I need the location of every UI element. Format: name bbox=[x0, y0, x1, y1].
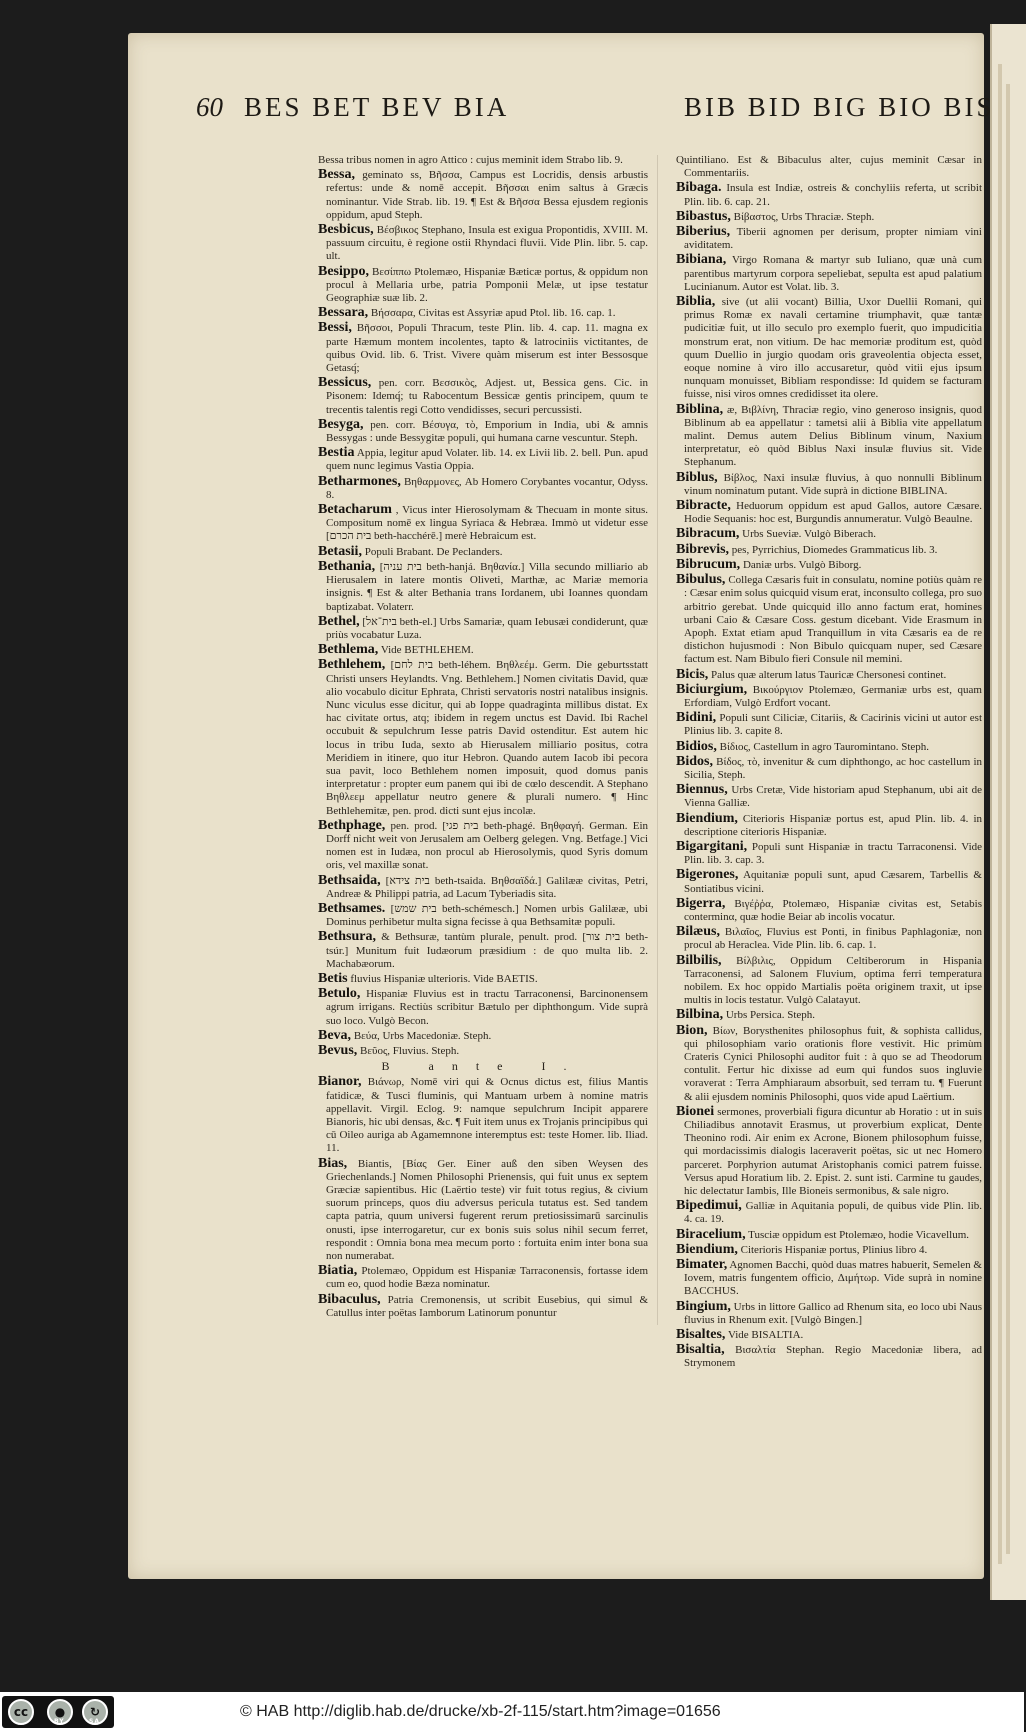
running-head bbox=[0, 92, 1024, 132]
entry-headword: Besippo, bbox=[318, 263, 369, 279]
dictionary-entry bbox=[676, 840, 982, 867]
column-divider bbox=[657, 155, 658, 1325]
dictionary-entry bbox=[318, 1157, 648, 1264]
entry-text: Populi sunt Ciliciæ, Citariis, & Cacirinis vicini ut autor est Plinius lib. 3. capite 8. bbox=[684, 712, 982, 738]
entry-text: pen. prod. [בית פגי beth-phagé. Βηθφαγή. German. Ein Dorff nicht weit von Jerusalem am Oelberg gelegen. Vng. Betfage.] Vici nomen est in Iudæa, non procul ab Hierosolymis, quod Syris domum oris, vel maxillæ sonat. bbox=[326, 819, 649, 872]
dictionary-entry bbox=[676, 1228, 982, 1242]
entry-headword: Bisaltia, bbox=[676, 1342, 725, 1358]
entry-text: Βίβαστος, Urbs Thraciæ. Steph. bbox=[733, 210, 875, 223]
entry-headword: Bigerones, bbox=[676, 867, 739, 883]
entry-headword: Bingium, bbox=[676, 1298, 731, 1314]
license-by-label: BY bbox=[54, 1718, 65, 1725]
entry-text: Ptolemæo, Oppidum est Hispaniæ Tarraconensis, fortasse idem cum eo, quod hodie Bæza nominatur. bbox=[326, 1265, 649, 1291]
entry-text: Βίδος, τὸ, invenitur & cum diphthongo, ac hoc castellum in Sicilia, Steph. bbox=[684, 755, 982, 781]
right-column bbox=[676, 154, 983, 1370]
attribution-icon: ● bbox=[47, 1699, 73, 1725]
dictionary-entry bbox=[318, 972, 648, 986]
entry-text: Citerioris Hispaniæ portus est, apud Plin. lib. 4. in descriptione citerioris Hispaniæ. bbox=[684, 812, 983, 838]
dictionary-entry bbox=[318, 475, 648, 502]
entry-headword: Bilæus, bbox=[676, 924, 720, 940]
entry-headword: Bibiana, bbox=[676, 252, 727, 268]
entry-headword: Biciurgium, bbox=[676, 681, 748, 697]
entry-text: æ, Βιβλίνη, Thraciæ regio, vino generoso insignis, quod Biblinum ab ea appellatur : tametsi alii à Biblia vite appellatum malint. Demus autem Delius Biblinum vinum, Naxium interpretatur, eò quòd Biblus Naxi insulæ fluvius sit. Vide Stephanum. bbox=[684, 403, 983, 469]
dictionary-entry bbox=[318, 1029, 648, 1043]
entry-headword: Bigerra, bbox=[676, 895, 726, 911]
dictionary-entry bbox=[676, 1243, 982, 1257]
dictionary-entry bbox=[676, 1008, 982, 1022]
entry-headword: Biatia, bbox=[318, 1263, 358, 1279]
dictionary-entry bbox=[676, 154, 982, 180]
entry-text: Urbs in littore Gallico ad Rhenum sita, eo loco ubi Naus fluvius in Rhenum exit. [Vulgò Bingen.] bbox=[684, 1300, 982, 1326]
entry-headword: Bicis, bbox=[676, 666, 709, 682]
dictionary-entry bbox=[318, 1075, 648, 1155]
dictionary-entry bbox=[318, 1264, 648, 1291]
entry-headword: Betharmones, bbox=[318, 473, 401, 489]
footer-bar bbox=[0, 1692, 1024, 1732]
entry-text: Bessa tribus nomen in agro Attico : cujus meminit idem Strabo lib. 9. bbox=[318, 154, 623, 166]
entry-text: Βηθαρμονες, Ab Homero Corybantes vocantur, Odyss. 8. bbox=[326, 475, 648, 501]
entry-headword: Biracelium, bbox=[676, 1226, 746, 1242]
entry-text: sive (ut alii vocant) Billia, Uxor Duellii Romani, qui primus Romæ ex navali certamine triumphavit, quæ tantæ pudicitiæ fuit, ut illo seculo pro exemplo fuerit, quo impudicitia monstrum erat, non vitium. De hac memoriæ proditum est, quòd quum Duellio in jurgio quodam oris graveolentia objecta esset, eoque nomine à viro illo accusaretur, quòd vitii ejus ipsum nunquam monuisset, Bibliam respondisse: Id quidem se facturam fuisse, nisi viros omnes credidisset ita olere. bbox=[684, 296, 983, 401]
entry-text: Βιγέῤῥα, Ptolemæo, Hispaniæ civitas est, Setabis conterminα, quæ hodie Beiar ab incolis vocatur. bbox=[684, 897, 982, 923]
entry-text: Tiberii agnomen per derisum, propter nimiam vini aviditatem. bbox=[684, 226, 982, 252]
entry-headword: Betasii, bbox=[318, 543, 362, 559]
entry-headword: Bilbina, bbox=[676, 1007, 724, 1023]
left-column bbox=[318, 154, 648, 1324]
dictionary-entry bbox=[318, 376, 648, 417]
dictionary-entry bbox=[318, 874, 648, 901]
entry-text: Insula est Indiæ, ostreis & conchyliis referta, ut scribit Plin. lib. 6. cap. 21. bbox=[684, 182, 982, 208]
entry-headword: Bibrucum, bbox=[676, 556, 741, 572]
entry-headword: Biendium, bbox=[676, 810, 738, 826]
dictionary-entry bbox=[318, 168, 648, 222]
dictionary-entry bbox=[318, 902, 648, 929]
entry-headword: Bibracte, bbox=[676, 498, 731, 514]
entry-text: Biantis, [Βίας Ger. Einer auß den siben Weysen des Griechenlands.] Nomen Philosophi Prienensis, qui fuit unus ex septem Græciæ sapientibus. Hic (Laërtio teste) vir fuit totus regius, & civium suorum princeps, quos diu adversus pericula tutatus est. Sed tandem capta patria, quum universi fugerent rerum pretiosissimarū sarcinulis onusti, ipse interrogaretur, cur ex bonis suis solus nihil secum ferret, respondit : Omnia bona mea mecum porto : fortuita enim inter bona sua non numerabat. bbox=[326, 1157, 649, 1263]
entry-text: Collega Cæsaris fuit in consulatu, nomine potiùs quàm re : Cæsar enim solus quicquid visum erat, inconsulto collega, pro suo arbitrio gerebat. Unde quicquid illo anno factum erat, homines urbani Caio & Cæsare Coss. gestum dicebant. Vide Erasmum in Apoph. Extat etiam apud Tranquillum in vita Cæsaris ea de re distichon hujusmodi : Non Bibulo quicquam nuper, sed Cæsare factum est. Nam Bibulo fieri Consule nil memini. bbox=[684, 574, 983, 666]
dictionary-entry bbox=[676, 1328, 982, 1342]
entry-text: Heduorum oppidum est apud Gallos, autore Cæsare. Hodie Sequanis: hoc est, Burgundis annumeratur. Vulgò Beaulne. bbox=[684, 500, 982, 526]
entry-text: sermones, proverbiali figura dicuntur ab Horatio : ut in suis Chiliadibus annotavit Erasmus, ut proverbium explicat, Dente Theonino rodi. Air enim ex Acrone, Bionem philosophum fuisse, qui mordacissimis dialogis laceraverit poëtas, sic ut nec Homero parceret. Porphyrion autumat Aristophanis comici patrem fuisse. Versus apud Horatium lib. 2. Epist. 2. sunt isti. Carmine tu gaudes, hic delectatur Iambis, Ille Bioneis sermonibus, & sale nigro. bbox=[684, 1105, 983, 1198]
dictionary-entry bbox=[318, 265, 648, 306]
entry-text: [בית צידא beth-tsaida. Βηθσαϊδά.] Galilææ civitas, Petri, Andreæ & Philippi patria, ad Lacum Tyberiadis sita. bbox=[326, 874, 648, 900]
dictionary-entry bbox=[676, 210, 982, 224]
dictionary-entry bbox=[676, 868, 982, 895]
dictionary-entry bbox=[676, 755, 982, 782]
dictionary-entry bbox=[676, 558, 982, 572]
dictionary-entry bbox=[676, 1300, 982, 1327]
entry-headword: Bessicus, bbox=[318, 375, 372, 391]
entry-headword: Bibaga. bbox=[676, 180, 722, 196]
entry-headword: Biendium, bbox=[676, 1241, 738, 1257]
entry-text: Aquitaniæ populi sunt, apud Cæsarem, Tarbellis & Sontiatibus vicini. bbox=[684, 869, 982, 895]
dictionary-entry bbox=[318, 446, 648, 473]
entry-text: Βίλβιλις, Oppidum Celtiberorum in Hispania Tarraconensi, ad Salonem Fluvium, optima ferri temperatura nobilem. Ex hoc oppido Martialis poëta originem traxit, ut ipse multis in locis testatur. Vulgò Calatayut. bbox=[684, 954, 983, 1007]
dictionary-entry bbox=[676, 1343, 982, 1370]
entry-headword: Bestia bbox=[318, 445, 355, 461]
entry-text: Vide BETHLEHEM. bbox=[380, 644, 474, 657]
entry-headword: Bionei bbox=[676, 1103, 715, 1119]
dictionary-entry bbox=[318, 503, 648, 544]
entry-text: B ante I. bbox=[381, 1059, 585, 1074]
entry-text: Βίων, Borysthenites philosophus fuit, & sophista callidus, qui philosophiam vario orationis flore vestivit. Hic primùm Crateris Cynici Philosophi auditor fuit : à quo se ad Theodorum contulit. Fertur hic dixisse ad eum qui fundos suos ingluvie voraverat : Terra Amphiaraum absorbuit, sed terram tu. ¶ Fuerunt & alii ejusdem nominis Philosophi, quos vide apud Laërtium. bbox=[684, 1024, 983, 1103]
entry-text: Populi sunt Hispaniæ in tractu Tarraconensi. Vide Plin. lib. 3. cap. 3. bbox=[684, 840, 983, 867]
entry-headword: Bessa, bbox=[318, 167, 355, 183]
entry-headword: Bidios, bbox=[676, 738, 717, 754]
section-heading bbox=[318, 1060, 648, 1073]
entry-text: Hispaniæ Fluvius est in tractu Tarraconensi, Barcinonensem agrum irrigans. Rectiùs scribitur Bætulo per diphthongum. Vide suprà suo loco. Vulgò Becon. bbox=[326, 988, 649, 1027]
entry-headword: Bias, bbox=[318, 1155, 348, 1171]
entry-text: Βέσβικος Stephano, Insula est exigua Propontidis, XVIII. M. passuum circuitu, è regione ostii Rhyndaci fluvii. Vide Plin. libr. 5. cap. ult. bbox=[326, 224, 649, 263]
entry-headword: Bibulus, bbox=[676, 572, 726, 588]
entry-headword: Bimater, bbox=[676, 1257, 728, 1273]
attribution-link[interactable]: © HAB http://diglib.hab.de/drucke/xb-2f-115/start.htm?image=01656 bbox=[240, 1703, 721, 1720]
entry-headword: Bethsames. bbox=[318, 900, 386, 916]
entry-text: Βικούργιον Ptolemæo, Germaniæ urbs est, quam Erfordiam, Vulgò Erdfort vocant. bbox=[684, 683, 982, 709]
entry-text: Appia, legitur apud Volater. lib. 14. ex Livii lib. 2. bell. Pun. apud quem nunc legimus Vastia Oppia. bbox=[326, 447, 648, 473]
entry-headword: Bevus, bbox=[318, 1043, 358, 1058]
right-running-head: BIB BID BIG BIO BIS bbox=[684, 92, 995, 122]
entry-text: Quintiliano. Est & Bibaculus alter, cujus meminit Cæsar in Commentariis. bbox=[676, 154, 982, 180]
entry-headword: Bessi, bbox=[318, 320, 352, 336]
entry-headword: Bidos, bbox=[676, 753, 713, 769]
entry-headword: Bidini, bbox=[676, 710, 717, 726]
entry-headword: Betulo, bbox=[318, 986, 361, 1002]
entry-text: , Vicus inter Hierosolymam & Thecuam in monte situs. Compositum nomē ex lingua Syriaca & Hebræa. Immò ut videtur esse [בית הכרם beth-hacchérē.] merè Hebraicum est. bbox=[326, 504, 649, 543]
dictionary-entry bbox=[676, 954, 982, 1008]
dictionary-entry bbox=[676, 897, 982, 924]
dictionary-entry bbox=[676, 1199, 982, 1226]
dictionary-entry bbox=[318, 545, 648, 559]
dictionary-entry bbox=[676, 295, 982, 402]
entry-headword: Bethsaida, bbox=[318, 872, 381, 888]
dictionary-entry bbox=[676, 527, 982, 541]
dictionary-entry bbox=[676, 543, 982, 557]
entry-headword: Besyga, bbox=[318, 416, 364, 432]
dictionary-entry bbox=[318, 819, 648, 873]
entry-headword: Besbicus, bbox=[318, 222, 374, 238]
entry-text: fluvius Hispaniæ ulterioris. Vide BAETIS. bbox=[350, 972, 538, 985]
entry-headword: Bibracum, bbox=[676, 526, 740, 542]
entry-headword: Bethlema, bbox=[318, 642, 379, 658]
entry-headword: Bethania, bbox=[318, 558, 376, 574]
entry-text: Vide BISALTIA. bbox=[727, 1329, 804, 1342]
dictionary-entry bbox=[676, 403, 982, 470]
share-alike-icon: ↻ bbox=[82, 1699, 108, 1725]
dictionary-entry bbox=[318, 154, 648, 167]
entry-text: pen. corr. Βέσυγα, τὸ, Emporium in India, ubi & amnis Bessygas : unde Bessygitæ populi, qui humana carne vescuntur. Steph. bbox=[326, 418, 648, 445]
entry-text: Βισαλτία Stephan. Regio Macedoniæ libera, ad Strymonem bbox=[684, 1344, 982, 1370]
entry-text: Tusciæ oppidum est Ptolemæo, hodie Vicavellum. bbox=[748, 1228, 970, 1241]
entry-text: Urbs Sueviæ. Vulgò Biberach. bbox=[742, 528, 877, 541]
dictionary-entry bbox=[318, 930, 648, 971]
entry-headword: Beva, bbox=[318, 1027, 352, 1043]
dictionary-entry bbox=[676, 783, 982, 810]
entry-text: Βεσίππω Ptolemæo, Hispaniæ Bæticæ portus, & oppidum non procul à Mellaria urbe, patria Pomponii Melæ, ut ipse testatur Geographiæ suæ lib. 2. bbox=[326, 265, 648, 305]
license-sa-label: SA bbox=[89, 1718, 100, 1725]
entry-headword: Bethlehem, bbox=[318, 657, 386, 673]
dictionary-entry bbox=[676, 668, 982, 682]
entry-headword: Bibrevis, bbox=[676, 541, 730, 557]
dictionary-entry bbox=[318, 1044, 648, 1058]
cc-license-badge[interactable] bbox=[2, 1696, 114, 1728]
entry-headword: Betis bbox=[318, 970, 348, 986]
dictionary-entry bbox=[676, 711, 982, 738]
entry-headword: Bibastus, bbox=[676, 208, 731, 224]
entry-text: Βεύα, Urbs Macedoniæ. Steph. bbox=[353, 1029, 492, 1042]
dictionary-entry bbox=[676, 1258, 982, 1299]
entry-text: [בית עניה beth-hanjá. Βηθανία.] Villa secundo milliario ab Hierusalem in latere montis Oliveti, Marthæ, ac Mariæ memoria insignis. ¶ Est & alter Bethania trans Iordanem, ubi Ioannes quondam baptizabat. Volaterr. bbox=[326, 560, 648, 613]
entry-headword: Bilbilis, bbox=[676, 952, 722, 968]
entry-text: Citerioris Hispaniæ portus, Plinius libro 4. bbox=[740, 1243, 928, 1256]
entry-text: Βήσσαρα, Civitas est Assyriæ apud Ptol. lib. 16. cap. 1. bbox=[370, 307, 616, 320]
dictionary-entry bbox=[676, 499, 982, 526]
entry-text: Urbs Persica. Steph. bbox=[725, 1009, 816, 1022]
entry-text: Agnomen Bacchi, quòd duas matres habuerit, Semelen & Iovem, matris fungentem officio, Διμήτωρ. Vide suprà in nomine BACCHUS. bbox=[684, 1259, 982, 1298]
entry-text: Palus quæ alterum latus Tauricæ Chersonesi continet. bbox=[711, 668, 947, 681]
dictionary-entry bbox=[676, 812, 982, 839]
entry-headword: Bianor, bbox=[318, 1074, 362, 1090]
entry-headword: Biblina, bbox=[676, 401, 724, 417]
dictionary-entry bbox=[318, 418, 648, 445]
cc-icon: cc bbox=[8, 1699, 34, 1725]
entry-headword: Bethsura, bbox=[318, 929, 376, 945]
dictionary-entry bbox=[318, 643, 648, 657]
entry-text: Βῆσσοι, Populi Thracum, teste Plin. lib. 4. cap. 11. magna ex parte Hæmum montem incolentes, tapto & latrociniis victitantes, de quibus Ovid. lib. 6. Trist. Vivere quàm miserum est inter Bessosque Getasq́; bbox=[326, 322, 649, 375]
entry-text: Patria Cremonensis, ut scribit Eusebius, qui simul & Catullus inter poëtas Iamborum Latinorum ponuntur bbox=[326, 1293, 648, 1319]
entry-text: [בית־אל beth-el.] Urbs Samariæ, quam Iebusæi condiderunt, quæ priùs vocabatur Luza. bbox=[326, 615, 649, 641]
dictionary-entry bbox=[676, 573, 982, 666]
entry-text: Galliæ in Aquitania populi, de quibus vide Plin. lib. 4. ca. 19. bbox=[684, 1200, 982, 1226]
entry-headword: Bipedimui, bbox=[676, 1198, 742, 1214]
entry-headword: Biennus, bbox=[676, 782, 728, 798]
entry-headword: Bethphage, bbox=[318, 817, 386, 833]
dictionary-entry bbox=[676, 740, 982, 754]
dictionary-entry bbox=[676, 1024, 982, 1104]
entry-headword: Bigargitani, bbox=[676, 838, 748, 854]
entry-text: pes, Pyrrichius, Diomedes Grammaticus lib. 3. bbox=[731, 543, 938, 556]
entry-headword: Bion, bbox=[676, 1022, 708, 1038]
dictionary-entry bbox=[318, 615, 648, 642]
dictionary-entry bbox=[676, 253, 982, 294]
entry-text: Βεῦος, Fluvius. Steph. bbox=[360, 1045, 460, 1057]
entry-text: Βιλαῖος, Fluvius est Ponti, in finibus Paphlagoniæ, non procul ab Heraclea. Vide Plin. lib. 6. cap. 1. bbox=[684, 926, 982, 952]
entry-headword: Betacharum bbox=[318, 502, 392, 518]
entry-headword: Bethel, bbox=[318, 613, 360, 629]
entry-headword: Bibaculus, bbox=[318, 1291, 381, 1307]
entry-text: [בית לחם beth-léhem. Βηθλεέμ. Germ. Die geburtsstatt Christi unsers Heylandts. Vng. Bethlehem.] Nomen civitatis David, quæ alio vocabulo dicitur Ephrata, Christi servatoris nostri natalibus insignis. Nunc viculus esse dicitur, qui ab Ioppe quadraginta millibus distat. Ex hac civitate ortus, atq; ibidem in regem unctus est David. Ibi Rachel occubuit & sepulchrum Iesse patris David ostenditur. Est autem hic locus in tribu Iuda, sexto ab Hierusalem milliario positus, cotra Meridiem in itinere, quo itur Hebron. Quando autem Iacob ibi pecora sua pavit, loco Bethlehem nomen imposuit, quod domus panis interpretatur : propter eum panem qui ibi de cœlo descendit. A Stephano Βηθλεεμ appellatur neutro genere & plurali numero. ¶ Hinc Bethlehemitæ, pen. prod. dicti sunt ejus incolæ. bbox=[326, 659, 649, 817]
adjacent-page-edge bbox=[990, 24, 1026, 1600]
entry-headword: Biblus, bbox=[676, 469, 718, 485]
page-number: 60 bbox=[196, 92, 223, 122]
dictionary-entry bbox=[676, 925, 982, 952]
entry-text: [בית שמש beth-schémesch.] Nomen urbis Galilææ, ubi Dominus perhibetur multa signa fecisse à qua Bethsamitæ populi. bbox=[326, 902, 648, 929]
entry-text: Virgo Romana & martyr sub Iuliano, quæ unà cum parentibus martyrum corpora sepeliebat, sepulta est apud palatium Lucinianum. Autor est Volat. lib. 3. bbox=[684, 254, 982, 293]
entry-text: Urbs Cretæ, Vide historiam apud Stephanum, ubi ait de Vienna Galliæ. bbox=[684, 784, 983, 810]
entry-headword: Biberius, bbox=[676, 224, 731, 240]
entry-text: Populi Brabant. De Peclanders. bbox=[364, 545, 503, 558]
dictionary-entry bbox=[676, 181, 982, 208]
entry-headword: Biblia, bbox=[676, 294, 716, 310]
entry-text: & Bethsuræ, tantùm plurale, penult. prod. [בית צור beth-tsúr.] Munitum fuit Iudæorum præsidium : de quo multa lib. 2. Machabæorum. bbox=[326, 931, 649, 970]
dictionary-entry bbox=[676, 683, 982, 710]
dictionary-entry bbox=[318, 223, 648, 264]
dictionary-entry bbox=[318, 321, 648, 375]
dictionary-entry bbox=[318, 658, 648, 817]
left-running-head: BES BET BEV BIA bbox=[244, 92, 510, 122]
entry-text: Βίδιος, Castellum in agro Tauromintano. Steph. bbox=[719, 740, 930, 753]
entry-text: geminato ss, Βῆσσα, Campus est Locridis, densis arbustis refertus: unde & nomē accepit. Βῆσσαι enim saltus à Græcis nominantur. Vide Strab. lib. 19. ¶ Est & Βῆσσα Bessa ejusdem regionis oppidum, apud Steph. bbox=[326, 169, 649, 221]
entry-text: Βίβλος, Naxi insulæ fluvius, à quo nonnulli Biblinum vinum nominatum putant. Vide suprà in dictione BIBLINA. bbox=[684, 471, 982, 497]
entry-headword: Bessara, bbox=[318, 305, 369, 321]
dictionary-entry bbox=[318, 560, 648, 614]
entry-text: Daniæ urbs. Vulgò Biborg. bbox=[742, 558, 862, 571]
dictionary-entry bbox=[676, 1105, 982, 1198]
dictionary-entry bbox=[676, 471, 982, 498]
dictionary-entry bbox=[318, 987, 648, 1028]
entry-text: pen. corr. Βεσσικὸς, Adjest. ut, Bessica gens. Cic. in Pisonem: Idemq́; tu Rabocentum Bessicæ gentis principem, quum te trecentis talentis regi Cotto vendidisses, securi percussisti. bbox=[326, 377, 649, 416]
dictionary-entry bbox=[318, 1293, 648, 1320]
entry-text: Βιάνωρ, Nomē viri qui & Ocnus dictus est, filius Mantis fatidicæ, & Tusci fluminis, qui Mantuam urbem à nomine matris appellavit. Virgil. Eclog. 9: namque sepulchrum Incipit apparere Bianoris, hic ubi densas, &c. ¶ Fuit item unus ex Trojanis principibus qui cū Oileo auriga ab Agamemnone interemptus est: teste Homer. lib. Iliad. 11. bbox=[326, 1076, 648, 1155]
dictionary-entry bbox=[676, 225, 982, 252]
dictionary-entry bbox=[318, 306, 648, 320]
entry-headword: Bisaltes, bbox=[676, 1327, 726, 1343]
